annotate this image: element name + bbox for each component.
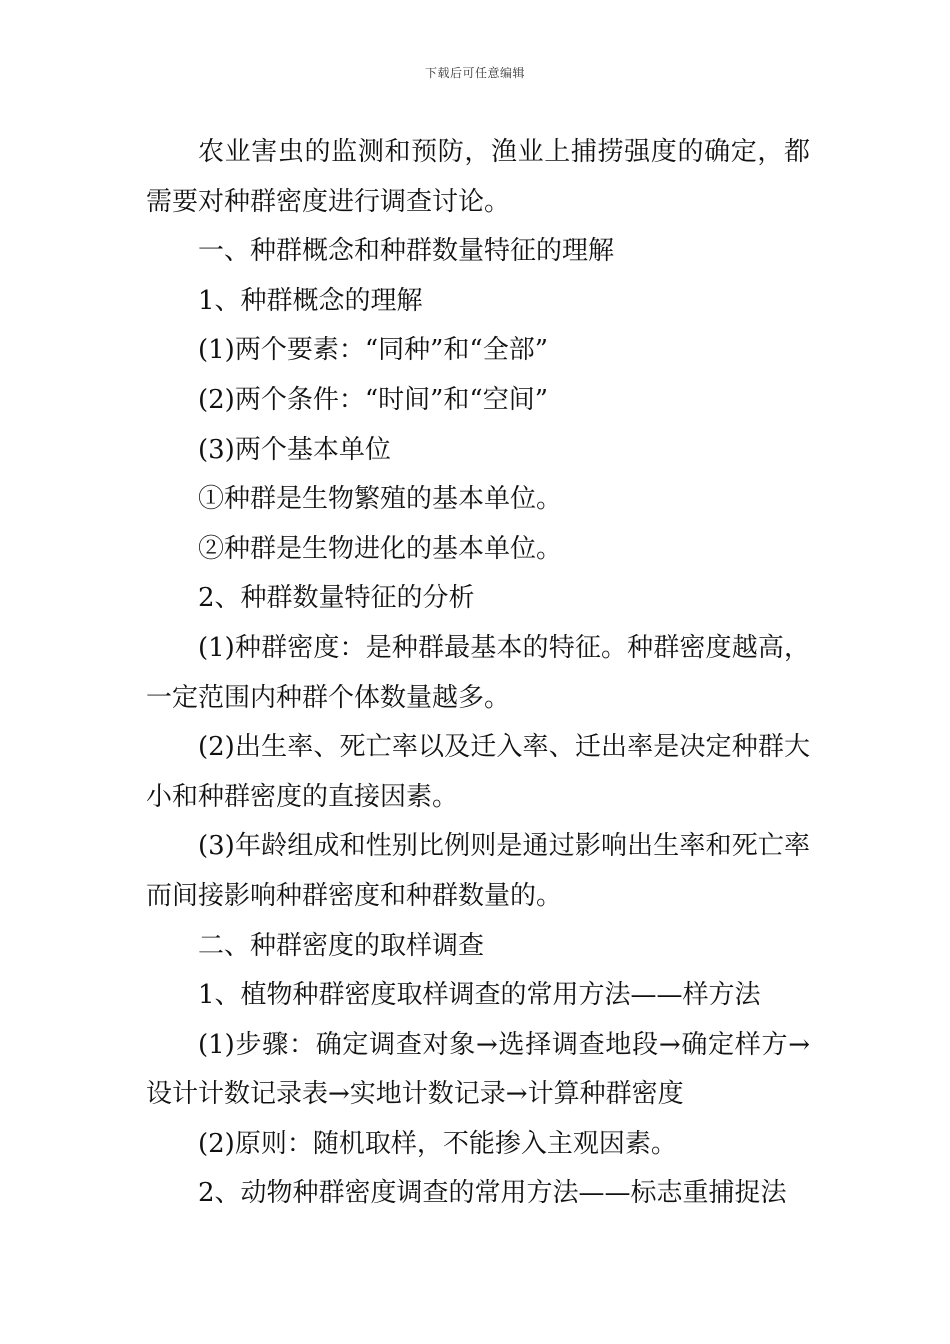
subsection-heading-2-1: 1、植物种群密度取样调查的常用方法——样方法	[198, 980, 761, 1011]
list-item-two-elements: (1)两个要素：“同种”和“全部”	[198, 335, 548, 366]
paragraph-principle: (2)原则：随机取样，不能掺入主观因素。	[198, 1128, 677, 1159]
paragraph-population-density: (1)种群密度：是种群最基本的特征。种群密度越高，一定范围内种群个体数量越多。	[146, 632, 810, 713]
list-item-reproduction-unit: ①种群是生物繁殖的基本单位。	[198, 484, 563, 515]
list-item-two-conditions: (2)两个条件：“时间”和“空间”	[198, 384, 548, 415]
paragraph-birth-death-rates: (2)出生率、死亡率以及迁入率、迁出率是决定种群大小和种群密度的直接因素。	[146, 732, 810, 812]
list-item-evolution-unit: ②种群是生物进化的基本单位。	[198, 533, 563, 564]
page-header: 下载后可任意编辑	[424, 66, 525, 80]
section-heading-2: 二、种群密度的取样调查	[198, 930, 485, 961]
list-item-two-units: (3)两个基本单位	[198, 434, 391, 465]
paragraph-steps: (1)步骤：确定调查对象→选择调查地段→确定样方→设计计数记录表→实地计数记录→计算种群密度	[146, 1029, 810, 1110]
subsection-heading-1-1: 1、种群概念的理解	[198, 285, 423, 316]
subsection-heading-2-2: 2、动物种群密度调查的常用方法——标志重捕捉法	[198, 1178, 787, 1209]
paragraph-age-sex-ratio: (3)年龄组成和性别比例则是通过影响出生率和死亡率而间接影响种群密度和种群数量的。	[146, 831, 810, 911]
paragraph-intro: 农业害虫的监测和预防，渔业上捕捞强度的确定，都需要对种群密度进行调查讨论。	[146, 137, 810, 217]
subsection-heading-1-2: 2、种群数量特征的分析	[198, 583, 475, 614]
section-heading-1: 一、种群概念和种群数量特征的理解	[198, 236, 615, 267]
document-body	[146, 128, 810, 1219]
